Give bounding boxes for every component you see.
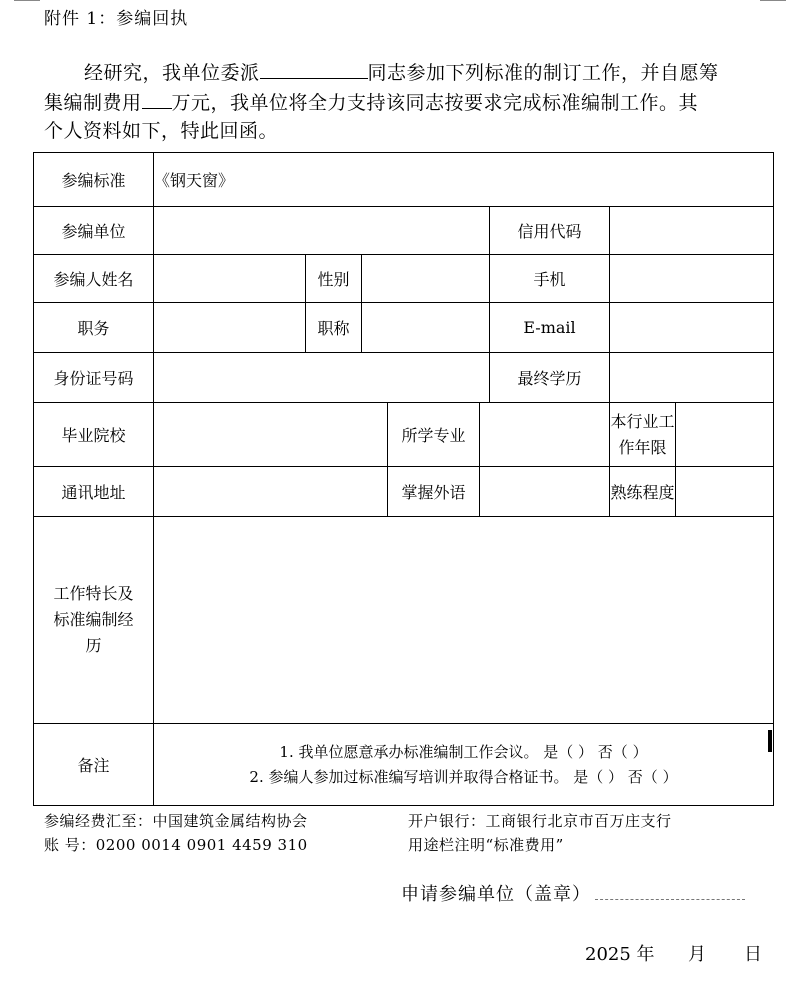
- payee-info: 参编经费汇至：中国建筑金属结构协会: [44, 812, 308, 830]
- experience-label: [34, 517, 154, 724]
- proficiency-label: 熟练程度: [610, 467, 676, 517]
- unit-field[interactable]: [154, 207, 490, 255]
- industry-years-label: [610, 403, 676, 467]
- date-day: 日: [744, 944, 762, 965]
- payment-purpose: 用途栏注明“标准费用”: [408, 836, 564, 854]
- unit-label: 参编单位: [34, 207, 154, 255]
- industry-years-label-line: 本行业工: [610, 411, 675, 431]
- gender-field[interactable]: [362, 255, 490, 303]
- title-label: 职称: [306, 303, 362, 353]
- gender-label: 性别: [306, 255, 362, 303]
- delegate-name-blank: [260, 61, 368, 79]
- edge-mark: [768, 730, 772, 752]
- bank-info: 开户银行：工商银行北京市百万庄支行: [408, 812, 672, 830]
- experience-label-line: 工作特长及: [53, 584, 134, 603]
- position-field[interactable]: [154, 303, 306, 353]
- experience-label-line: 标准编制经: [53, 610, 134, 629]
- name-field[interactable]: [154, 255, 306, 303]
- intro-text: 经研究，我单位委派: [84, 62, 260, 84]
- standard-value: 《钢天窗》: [154, 153, 774, 207]
- page-corner-mark: [760, 0, 786, 1]
- remark-item: 2. 参编人参加过标准编写培训并取得合格证书。 是（ ） 否（ ）: [249, 767, 678, 786]
- seal-blank[interactable]: [595, 885, 745, 900]
- address-field[interactable]: [154, 467, 388, 517]
- position-label: 职务: [34, 303, 154, 353]
- id-number-label: 身份证号码: [34, 353, 154, 403]
- phone-label: 手机: [490, 255, 610, 303]
- fee-amount-blank: [142, 91, 172, 109]
- credit-code-field[interactable]: [610, 207, 774, 255]
- title-field[interactable]: [362, 303, 490, 353]
- intro-line-3: 个人资料如下，特此回函。: [44, 120, 279, 142]
- industry-years-label-line: 作年限: [618, 437, 667, 457]
- email-field[interactable]: [610, 303, 774, 353]
- education-label: 最终学历: [490, 353, 610, 403]
- language-field[interactable]: [480, 467, 610, 517]
- date-year: 2025 年: [585, 944, 655, 965]
- language-label: 掌握外语: [388, 467, 480, 517]
- intro-line-1: [84, 58, 719, 85]
- remarks-label: 备注: [34, 724, 154, 806]
- registration-form-table: [33, 152, 774, 806]
- intro-text: 集编制费用: [44, 92, 142, 114]
- experience-label-line: 历: [85, 636, 102, 655]
- account-number: 账 号：0200 0014 0901 4459 310: [44, 836, 308, 854]
- industry-years-field[interactable]: [676, 403, 774, 467]
- email-label: E-mail: [490, 303, 610, 353]
- intro-line-2: [44, 88, 698, 115]
- school-label: 毕业院校: [34, 403, 154, 467]
- page-corner-mark: [14, 0, 40, 1]
- major-label: 所学专业: [388, 403, 480, 467]
- experience-field[interactable]: [154, 517, 774, 724]
- date-month: 月: [688, 944, 706, 965]
- intro-text: 同志参加下列标准的制订工作，并自愿筹: [367, 62, 719, 84]
- applicant-label: 申请参编单位（盖章）: [401, 884, 591, 905]
- standard-label: 参编标准: [34, 153, 154, 207]
- name-label: 参编人姓名: [34, 255, 154, 303]
- major-field[interactable]: [480, 403, 610, 467]
- remarks-content: [154, 724, 774, 806]
- remark-item: 1. 我单位愿意承办标准编制工作会议。 是（ ） 否（ ）: [279, 742, 648, 761]
- intro-text: 万元，我单位将全力支持该同志按要求完成标准编制工作。其: [171, 92, 699, 114]
- school-field[interactable]: [154, 403, 388, 467]
- applicant-signature-row: [401, 880, 745, 906]
- credit-code-label: 信用代码: [490, 207, 610, 255]
- phone-field[interactable]: [610, 255, 774, 303]
- address-label: 通讯地址: [34, 467, 154, 517]
- proficiency-field[interactable]: [676, 467, 774, 517]
- education-field[interactable]: [610, 353, 774, 403]
- id-number-field[interactable]: [154, 353, 490, 403]
- attachment-heading: 附件 1：参编回执: [44, 9, 189, 29]
